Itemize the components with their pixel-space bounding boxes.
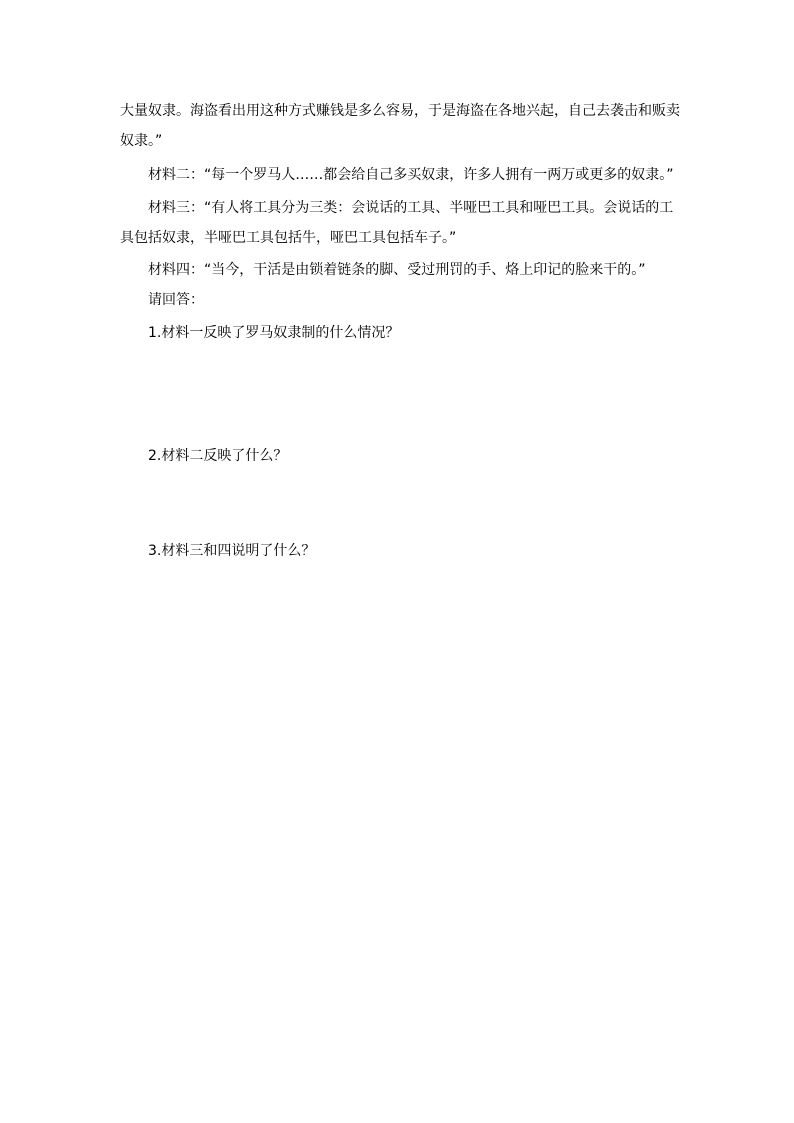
material-three-text: 材料三：“有人将工具分为三类：会说话的工具、半哑巴工具和哑巴工具。会说话的工	[148, 200, 674, 216]
answer-prompt: 请回答：	[148, 292, 204, 308]
question-3: 3.材料三和四说明了什么？	[148, 543, 316, 559]
material-four-text: 材料四：“当今，干活是由锁着链条的脚、受过刑罚的手、烙上印记的脸来干的。”	[148, 262, 646, 278]
paragraph-line: 大量奴隶。海盗看出用这种方式赚钱是多么容易，于是海盗在各地兴起，自己去袭击和贩卖	[120, 103, 680, 119]
paragraph-line: 奴隶。”	[120, 133, 163, 149]
question-1: 1.材料一反映了罗马奴隶制的什么情况？	[148, 325, 400, 341]
material-three-continuation: 具包括奴隶，半哑巴工具包括牛，哑巴工具包括车子。”	[120, 230, 457, 246]
question-2: 2.材料二反映了什么？	[148, 448, 288, 464]
material-two-text: 材料二：“每一个罗马人……都会给自己多买奴隶，许多人拥有一两万或更多的奴隶。”	[148, 167, 674, 183]
